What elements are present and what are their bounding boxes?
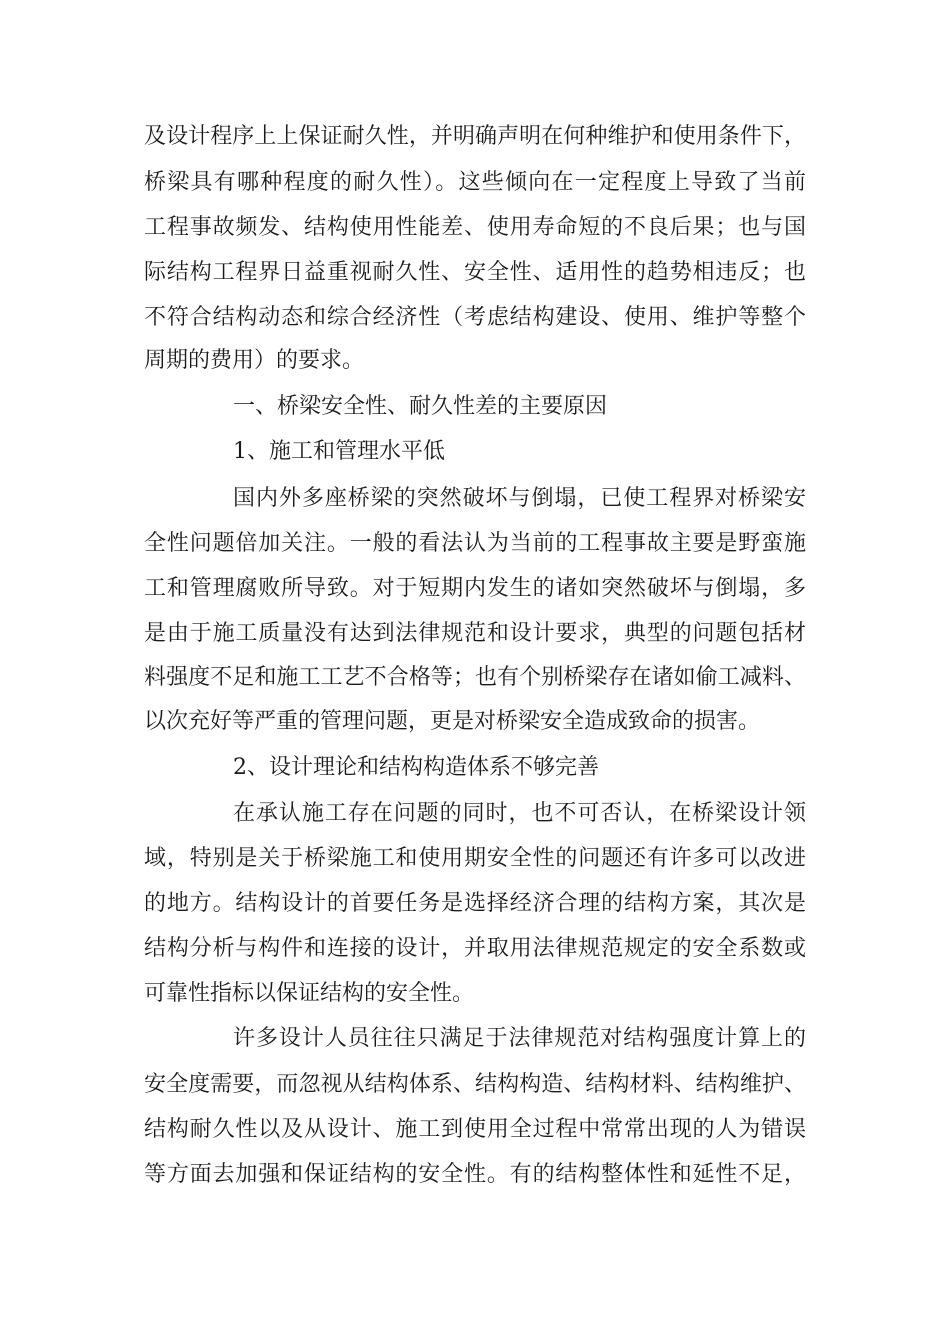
text-line: 国内外多座桥梁的突然破坏与倒塌，已使工程界对桥梁安 [233,486,806,511]
text-line: 工和管理腐败所导致。对于短期内发生的诸如突然破坏与倒塌，多 [144,576,806,601]
text-line: 是由于施工质量没有达到法律规范和设计要求，典型的问题包括材 [144,621,806,646]
text-line: 许多设计人员往往只满足于法律规范对结构强度计算上的 [233,1026,806,1051]
text-line: 料强度不足和施工工艺不合格等；也有个别桥梁存在诸如偷工减料、 [144,665,806,690]
text-line: 结构分析与构件和连接的设计，并取用法律规范规定的安全系数或 [144,936,806,961]
text-line: 及设计程序上上保证耐久性，并明确声明在何种维护和使用条件下， [144,124,806,149]
text-line: 安全度需要，而忽视从结构体系、结构构造、结构材料、结构维护、 [144,1072,806,1097]
subsection-heading: 2、设计理论和结构构造体系不够完善 [233,755,599,780]
text-line: 在承认施工存在问题的同时，也不可否认，在桥梁设计领 [233,801,806,826]
text-line: 周期的费用）的要求。 [144,348,365,373]
subsection-heading: 1、施工和管理水平低 [233,439,445,464]
text-line: 工程事故频发、结构使用性能差、使用寿命短的不良后果；也与国 [144,215,806,240]
text-line: 际结构工程界日益重视耐久性、安全性、适用性的趋势相违反；也 [144,260,806,285]
text-line: 结构耐久性以及从设计、施工到使用全过程中常常出现的人为错误 [144,1117,806,1142]
text-line: 等方面去加强和保证结构的安全性。有的结构整体性和延性不足， [144,1162,806,1187]
text-line: 不符合结构动态和综合经济性（考虑结构建设、使用、维护等整个 [144,305,806,330]
section-heading: 一、桥梁安全性、耐久性差的主要原因 [233,394,608,419]
text-line: 以次充好等严重的管理问题，更是对桥梁安全造成致命的损害。 [144,709,761,734]
text-line: 可靠性指标以保证结构的安全性。 [144,981,475,1006]
text-line: 的地方。结构设计的首要任务是选择经济合理的结构方案，其次是 [144,891,806,916]
text-line: 域，特别是关于桥梁施工和使用期安全性的问题还有许多可以改进 [144,846,806,871]
text-line: 全性问题倍加关注。一般的看法认为当前的工程事故主要是野蛮施 [144,531,806,556]
text-line: 桥梁具有哪种程度的耐久性）。这些倾向在一定程度上导致了当前 [144,170,806,195]
